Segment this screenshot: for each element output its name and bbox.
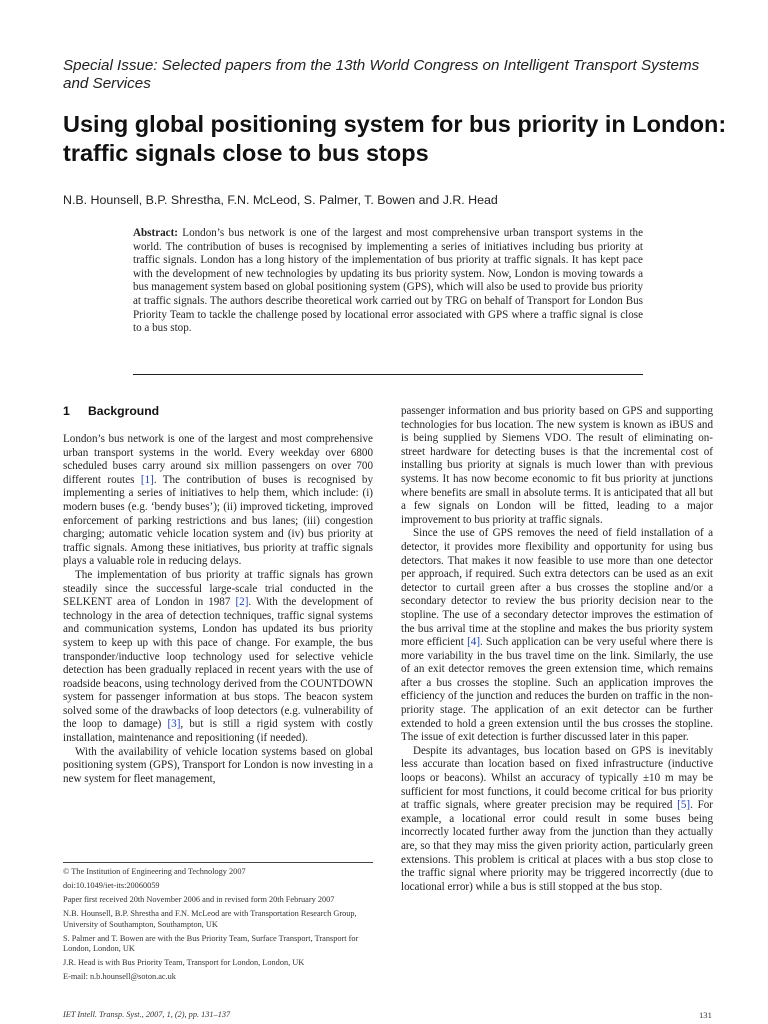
author-list: N.B. Hounsell, B.P. Shrestha, F.N. McLeod, S. Palmer, T. Bowen and J.R. Head [63,193,498,207]
right-column [401,405,713,894]
citation-link[interactable]: [5] [677,799,691,812]
citation-link[interactable]: [1] [140,473,154,486]
copyright-note: © The Institution of Engineering and Technology 2007 [63,867,246,876]
abstract-text: London’s bus network is one of the largest and most comprehensive urban transport systems in the world. The contribution of buses is recognised by implementing a series of initiatives including bus priority at traffic signals. London has a long history of the implementation of bus priority at traffic signals. It has kept pace with the development of new technologies by updating its bus priority system. Now, London is moving towards a bus management system based on global positioning system (GPS), which will also be used to provide bus priority at traffic signals. The authors describe theoretical work carried out by TRG on behalf of Transport for London Bus Priority Team to tackle the challenge posed by locational error associated with GPS where a traffic signal is close to a bus stop. [133,227,643,335]
footnotes [63,867,375,986]
section-heading [63,404,159,418]
page-number: 131 [699,1010,712,1020]
email-note[interactable]: E-mail: n.b.hounsell@soton.ac.uk [63,972,176,982]
text-run: , but is still a rigid system with costly installation, maintenance and repositioning (if needed). [63,718,373,745]
section-title: Background [88,404,160,418]
doi-note: doi:10.1049/iet-its:20060059 [63,880,160,890]
paragraph [63,569,373,746]
text-run: Since the use of GPS removes the need of field installation of a detector, it provides more flexibility and opportunity for using bus detectors. That makes it now feasible to use more than one detector per approach, if required. Such extra detectors can be used as an exit detector to curtail green after a bus crosses the stopline and/or a secondary detector to review the bus priority decision near to the stopline. The use of a secondary detector improves the estimation of the bus arrival time at the stopline and makes the bus priority system more efficient [401,527,713,649]
paragraph: With the availability of vehicle location systems based on global positioning system (GPS), Transport for London is now investing in a new system for fleet management, [63,745,373,785]
citation-link[interactable]: [3] [167,718,181,731]
abstract-divider [133,374,643,375]
left-column [63,433,373,786]
footnote-divider [63,862,373,863]
section-number: 1 [63,404,70,418]
text-run: The implementation of bus priority at traffic signals has grown steadily since the successful large-scale trial conducted in the SELKENT area of London in 1987 [63,568,373,609]
text-run: . For example, a locational error could result in some buses being incorrectly located further away from the junction than they actually are, so that they may miss the given priority action, particularly green extensions. This problem is critical at places with a bus stop close to the traffic signal where priority may be triggered incorrectly (due to locational error) while a bus is still stopped at the bus stop. [401,799,713,893]
journal-citation: IET Intell. Transp. Syst., 2007, 1, (2), pp. 131–137 [63,1010,231,1019]
affiliation-note: J.R. Head is with Bus Priority Team, Transport for London, London, UK [63,958,305,968]
special-issue-heading: Special Issue: Selected papers from the 13th World Congress on Intelligent Transport Systems and Services [63,57,700,92]
paragraph: passenger information and bus priority based on GPS and supporting technologies for bus location. The new system is known as iBUS and is being supplied by Siemens VDO. The result of eliminating on-street hardware for detecting buses is that the incremental cost of installing bus priority at signals is much lower than with previous systems. It has now become economic to fit bus priority at junctions where benefits are small in absolute terms. It is anticipated that all but a few signals on London will be fitted, leading to a major improvement to bus priority at traffic signals. [401,405,713,526]
affiliation-note: N.B. Hounsell, B.P. Shrestha and F.N. McLeod are with Transportation Research Group, University of Southampton, Southampton, UK [63,908,357,929]
text-run: . With the development of technology in the area of detection techniques, traffic signal systems and communication systems, London has updated its bus priority system to keep up with this pace of change. For example, the bus transponder/inductive loop technology used for selective vehicle detection has been gradually replaced in recent years with the use of roadside beacons, using technology derived from the COUNTDOWN system for passenger information at bus stops. The beacon system solved some of the drawbacks of loop detectors (e.g. vulnerability of the loop to damage) [63,596,374,731]
paragraph [401,527,713,745]
paragraph [63,433,373,569]
abstract [133,227,643,336]
paper-title: Using global positioning system for bus priority in London: traffic signals close to bus stops [63,111,727,166]
citation-link[interactable]: [2] [235,596,249,609]
text-run: Despite its advantages, bus location based on GPS is inevitably less accurate than location based on fixed infrastructure (inductive loops or beacons). Whilst an accuracy of typically ±10 m may be sufficient for most functions, it could become critical for bus priority at traffic signals, where greater precision may be required [401,744,713,812]
abstract-label: Abstract: [133,227,178,239]
affiliation-note: S. Palmer and T. Bowen are with the Bus Priority Team, Surface Transport, Transport for London, London, UK [63,933,359,954]
text-run: . The contribution of buses is recognised by implementing a series of initiatives to help them, which include: (i) modern buses (e.g. ‘bendy buses’); (ii) improved ticketing, improved enforcement of parking restrictions and bus lanes; (iii) congestion charging; automatic vehicle location system and (iv) bus priority at traffic signals. Among these initiatives, bus priority at traffic signals plays a valuable role in reducing delays. [63,473,373,568]
received-note: Paper first received 20th November 2006 and in revised form 20th February 2007 [63,894,335,904]
text-run: . Such application can be very useful where there is more variability in the bus travel time on the link. Similarly, the use of an exit detector removes the green extension time, which remains after a bus crosses the stopline. Such an application improves the efficiency of the junction and reduces the burden on traffic in the non-priority stage. The application of an exit detector can be further extended to hold a green extension until the bus crosses the stopline. The issue of exit detection is further discussed later in this paper. [401,636,713,744]
text-run: London’s bus network is one of the largest and most comprehensive urban transport systems in the world. Every weekday over 6800 scheduled buses carry around six million passengers on over 700 different routes [63,433,373,486]
citation-link[interactable]: [4] [467,636,481,649]
paragraph [401,745,713,895]
